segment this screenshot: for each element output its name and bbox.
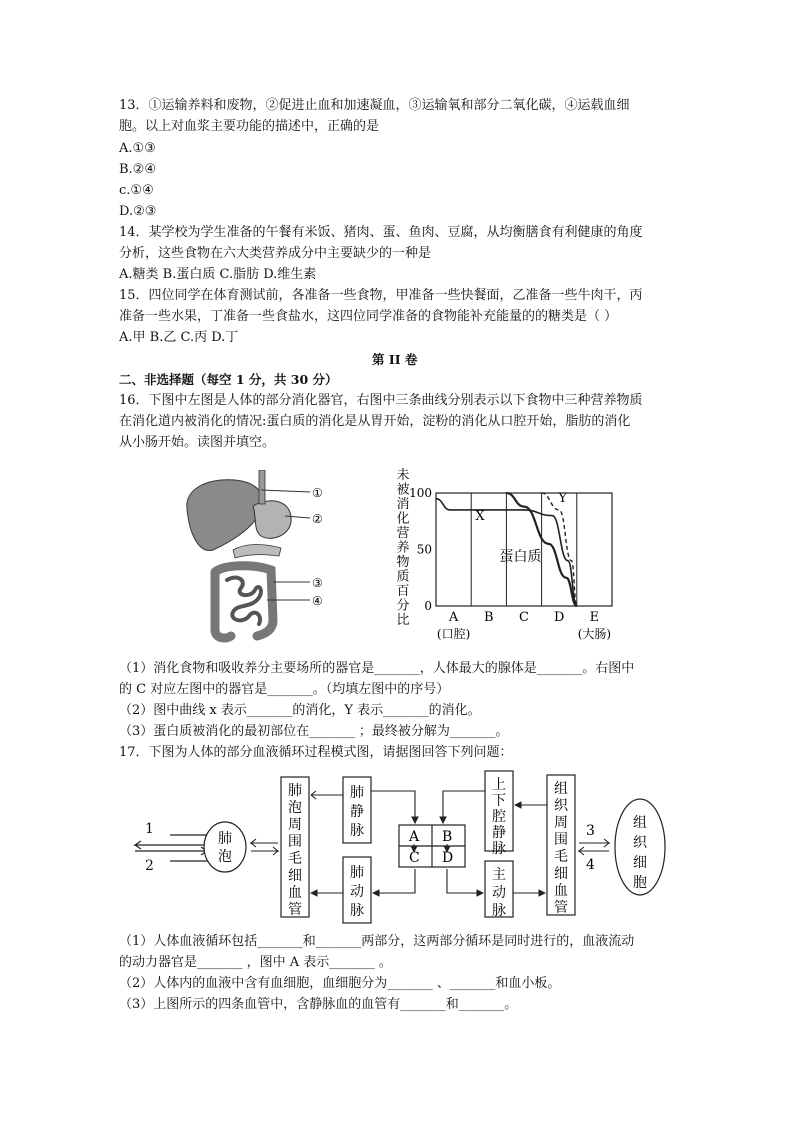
q15-options: A.甲 B.乙 C.丙 D.丁 (119, 330, 239, 345)
vtext-tcap-char: 管 (554, 900, 568, 916)
vtext-vcava-char: 下 (492, 793, 506, 809)
vtext-part-char: 脉 (350, 903, 364, 919)
vtext-tcell-char: 织 (633, 835, 647, 851)
ylabel-char: 未 (396, 468, 410, 483)
vtext-pcap-char: 管 (288, 902, 302, 918)
series-label-y: Y (558, 491, 568, 507)
vtext-vcava-char: 上 (492, 777, 506, 793)
q16-stem-line1: 16．下图中左图是人体的部分消化器官，右图中三条曲线分别表示以下食物中三种营养物质 (119, 393, 643, 408)
ylabel-char: 百 (396, 584, 410, 599)
digestive-organs-figure (175, 470, 345, 645)
vtext-pvein-char: 脉 (350, 823, 364, 839)
arrow-label-3: 3 (586, 823, 595, 839)
arrow-label-1: 1 (145, 821, 154, 837)
heart-chamber-a: A (409, 829, 420, 845)
q16-sub2: （2）图中曲线 x 表示_______的消化，Y 表示_______的消化。 (119, 703, 481, 718)
q17-sub1-line2: 的动力器官是_______ ，图中 A 表示_______ 。 (119, 955, 392, 970)
organ-label-3: ③ (312, 576, 323, 590)
x-tick-note: (口腔) (436, 627, 471, 641)
vtext-tcap-char: 毛 (554, 849, 568, 865)
q17-stem: 17．下图为人体的部分血液循环过程模式图，请据图回答下列问题： (119, 745, 513, 760)
flow-heart-to-partery (373, 869, 415, 893)
x-tick-label: C (519, 610, 529, 625)
pulmonary-vein-label (350, 784, 364, 839)
q16-sub3: （3）蛋白质被消化的最初部位在_______ ；最终被分解为_______。 (119, 724, 509, 739)
q16-sub1-line1: （1）消化食物和吸收养分主要场所的器官是_______，人体最大的腺体是_______。右图中 (119, 661, 635, 676)
vtext-tcell-char: 组 (633, 815, 647, 831)
q17-sub3: （3）上图所示的四条血管中，含静脉血的血管有_______和_______。 (119, 997, 518, 1012)
y-tick-label: 50 (416, 542, 432, 557)
q13-stem-line2: 胞。以上对血浆主要功能的描述中，正确的是 (119, 119, 380, 134)
ylabel-char: 比 (396, 613, 410, 628)
vtext-tcap-char: 组 (554, 781, 568, 797)
ylabel-char: 被 (396, 482, 410, 498)
series-label-protein: 蛋白质 (499, 548, 542, 565)
x-tick-label: D (553, 610, 565, 625)
arrow-4 (579, 847, 609, 855)
heart-chamber-c: C (409, 850, 420, 866)
y-tick-label: 0 (424, 599, 432, 613)
vtext-tcap-char: 血 (554, 883, 568, 899)
q16-stem-line3: 从小肠开始。读图并填空。 (119, 435, 276, 450)
q15-stem-line2: 准备一些水果，丁准备一些食盐水，这四位同学准备的食物能补充能量的的糖类是（ ） (119, 309, 618, 324)
flow-heart-to-aorta (447, 869, 483, 893)
vtext-pcap-char: 围 (288, 834, 302, 850)
part2-heading: 二、非选择题（每空 1 分，共 30 分） (119, 372, 338, 387)
vtext-part-char: 动 (350, 884, 364, 900)
vtext-tcap-char: 周 (554, 815, 568, 831)
vtext-pcap-char: 血 (288, 885, 302, 901)
vena-cava-label (492, 777, 506, 857)
vtext-aorta-char: 动 (492, 885, 506, 901)
arrow-label-2: 2 (145, 858, 154, 874)
vtext-pcap-char: 细 (288, 868, 302, 884)
ylabel-char: 质 (396, 569, 410, 585)
chart-ylabel (396, 467, 409, 628)
q16-sub1-line2: 的 C 对应左图中的器官是_______。（均填左图中的序号） (119, 682, 450, 697)
vtext-aorta-char: 脉 (492, 903, 506, 919)
q17-sub1-line1: （1）人体血液循环包括_______和_______两部分，这两部分循环是同时进行的，血液流动 (119, 934, 635, 949)
vtext-pvein-char: 肺 (350, 785, 364, 801)
vtext-vcava-char: 腔 (492, 809, 506, 825)
heart-chamber-b: B (442, 829, 453, 845)
alveolus-label: 肺泡 (218, 831, 232, 865)
q14-stem-line2: 分析，这些食物在六大类营养成分中主要缺少的一种是 (119, 246, 432, 261)
q13-option-c: c.①④ (119, 183, 154, 198)
vtext-tcap-char: 织 (554, 798, 568, 814)
q13-option-b: B.②④ (119, 162, 156, 177)
vtext-tcap-char: 围 (554, 832, 568, 848)
q16-stem-line2: 在消化道内被消化的情况:蛋白质的消化是从胃开始，淀粉的消化从口腔开始，脂肪的消化 (119, 414, 631, 429)
heart-chamber-d: D (442, 850, 454, 866)
vtext-pcap-char: 泡 (288, 800, 302, 816)
ylabel-char: 消 (396, 497, 410, 512)
flow-vcava-to-heart (443, 791, 485, 823)
vtext-part-char: 肺 (350, 865, 364, 881)
ylabel-char: 养 (396, 540, 410, 556)
q15-stem-line1: 15．四位同学在体育测试前，各准备一些食物，甲准备一些快餐面，乙准备一些牛肉干，丙 (119, 288, 643, 303)
tissue-capillary-label (554, 781, 569, 916)
circulation-diagram (115, 765, 695, 930)
pulmonary-artery-label (350, 864, 364, 919)
q14-options: A.糖类 B.蛋白质 C.脂肪 D.维生素 (119, 267, 317, 282)
organ-label-1: ① (312, 486, 323, 500)
vtext-vcava-char: 脉 (492, 841, 506, 857)
q13-option-a: A.①③ (119, 141, 156, 156)
volume-heading: 第 II 卷 (372, 352, 418, 367)
ylabel-char: 化 (396, 511, 410, 527)
x-tick-label: A (448, 610, 459, 625)
q13-option-d: D.②③ (119, 204, 157, 219)
vtext-tcell-char: 细 (633, 855, 647, 871)
ylabel-char: 营 (396, 526, 410, 541)
q13-stem-line1: 13．①运输养料和废物，②促进止血和加速凝血，③运输氧和部分二氧化碳，④运载血细 (119, 98, 630, 113)
x-tick-note: (大肠) (577, 627, 612, 641)
series-label-x: X (475, 509, 485, 525)
x-tick-label: E (589, 610, 600, 625)
ylabel-char: 物 (396, 555, 410, 570)
q17-sub2: （2）人体内的血液中含有血细胞，血细胞分为_______ 、_______和血小板。 (119, 976, 561, 991)
vtext-pcap-char: 肺 (288, 783, 302, 799)
vtext-tcap-char: 细 (554, 866, 568, 882)
vtext-pcap-char: 毛 (288, 851, 302, 867)
y-tick-label: 100 (409, 486, 432, 500)
inflow-arrow (135, 847, 207, 855)
x-tick-label: B (484, 610, 494, 625)
digestion-chart (390, 463, 630, 645)
ylabel-char: 分 (396, 598, 410, 614)
vtext-vcava-char: 静 (492, 825, 506, 841)
arrow-3 (579, 839, 609, 847)
flow-pvein-to-heart (371, 791, 415, 823)
outflow-arrow (135, 841, 207, 849)
vtext-tcell-char: 胞 (633, 875, 647, 891)
vtext-aorta-char: 主 (492, 867, 506, 883)
aorta-label (492, 867, 506, 919)
q14-stem-line1: 14．某学校为学生准备的午餐有米饭、猪肉、蛋、鱼肉、豆腐，从均衡膳食有利健康的角度 (119, 225, 643, 240)
vtext-pcap-char: 周 (288, 817, 302, 833)
vtext-pvein-char: 静 (350, 804, 364, 820)
arrow-label-4: 4 (586, 857, 595, 873)
organ-label-2: ② (312, 512, 323, 526)
organ-label-4: ④ (312, 594, 323, 608)
